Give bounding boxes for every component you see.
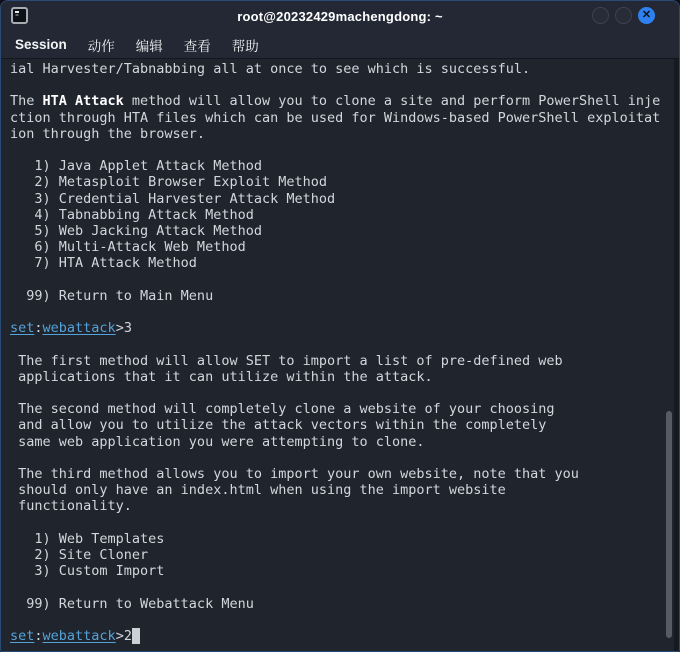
scrollbar-thumb[interactable] bbox=[666, 411, 672, 638]
terminal-text: functionality. bbox=[10, 498, 132, 515]
terminal-text: >3 bbox=[115, 320, 132, 337]
terminal-line bbox=[10, 563, 679, 579]
terminal-line bbox=[10, 531, 679, 547]
terminal-text: same web application you were attempting to clone. bbox=[10, 433, 425, 450]
prompt-token: webattack bbox=[42, 628, 116, 645]
menu-item-view[interactable]: 查看 bbox=[183, 38, 211, 54]
terminal-line bbox=[10, 385, 679, 401]
terminal-text: The second method will completely clone a website of your choosing bbox=[10, 401, 555, 418]
prompt-token: set bbox=[10, 628, 35, 645]
terminal-text: ial Harvester/Tabnabbing all at once to see which is successful. bbox=[10, 61, 531, 77]
terminal-text: 3) Custom Import bbox=[10, 563, 165, 580]
terminal-line bbox=[10, 596, 679, 612]
titlebar[interactable] bbox=[1, 1, 679, 31]
terminal-text: applications that it can utilize within the attack. bbox=[10, 368, 433, 385]
terminal-output[interactable] bbox=[1, 59, 679, 651]
terminal-line bbox=[10, 320, 679, 336]
terminal-line bbox=[10, 61, 679, 77]
terminal-line bbox=[10, 498, 679, 514]
terminal-line bbox=[10, 336, 679, 352]
terminal-line bbox=[10, 628, 679, 644]
terminal-text: 7) HTA Attack Method bbox=[10, 255, 197, 272]
terminal-line bbox=[10, 77, 679, 93]
terminal-line bbox=[10, 612, 679, 628]
terminal-line bbox=[10, 353, 679, 369]
terminal-line bbox=[10, 191, 679, 207]
terminal-line bbox=[10, 434, 679, 450]
terminal-line bbox=[10, 417, 679, 433]
terminal-text: ction through HTA files which can be used for Windows-based PowerShell exploitat bbox=[10, 109, 661, 126]
terminal-text: 6) Multi-Attack Web Method bbox=[10, 239, 246, 256]
terminal-text: : bbox=[34, 320, 43, 337]
terminal-line bbox=[10, 515, 679, 531]
terminal-line bbox=[10, 110, 679, 126]
terminal-text: >2 bbox=[115, 628, 132, 645]
menu-item-edit[interactable]: 编辑 bbox=[135, 38, 163, 54]
menu-item-session[interactable]: Session bbox=[15, 37, 67, 52]
scrollbar-track[interactable] bbox=[674, 59, 679, 651]
terminal-line bbox=[10, 223, 679, 239]
terminal-app-icon bbox=[11, 7, 28, 24]
terminal-line bbox=[10, 93, 679, 109]
menubar bbox=[1, 31, 679, 59]
close-icon: ✕ bbox=[641, 9, 652, 21]
menu-item-help[interactable]: 帮助 bbox=[231, 38, 259, 54]
terminal-text: 2) Metasploit Browser Exploit Method bbox=[10, 174, 327, 191]
bold-text: HTA Attack bbox=[42, 93, 124, 110]
terminal-line bbox=[10, 142, 679, 158]
prompt-token: webattack bbox=[42, 320, 116, 337]
terminal-text: 1) Java Applet Attack Method bbox=[10, 158, 262, 175]
terminal-text: method will allow you to clone a site and perform PowerShell inje bbox=[123, 93, 661, 110]
terminal-line bbox=[10, 255, 679, 271]
terminal-line bbox=[10, 239, 679, 255]
terminal-line bbox=[10, 174, 679, 190]
terminal-text: 2) Site Cloner bbox=[10, 547, 149, 564]
terminal-text: and allow you to utilize the attack vectors within the completely bbox=[10, 417, 547, 434]
terminal-cursor bbox=[132, 628, 140, 644]
terminal-line bbox=[10, 482, 679, 498]
menu-item-actions[interactable]: 动作 bbox=[87, 38, 115, 54]
terminal-line bbox=[10, 547, 679, 563]
minimize-button[interactable] bbox=[592, 7, 609, 24]
terminal-line bbox=[10, 126, 679, 142]
terminal-line bbox=[10, 272, 679, 288]
terminal-line bbox=[10, 158, 679, 174]
terminal-line bbox=[10, 450, 679, 466]
terminal-line bbox=[10, 304, 679, 320]
terminal-text: 99) Return to Webattack Menu bbox=[10, 595, 254, 612]
terminal-text: : bbox=[34, 628, 43, 645]
terminal-text: The first method will allow SET to import a list of pre-defined web bbox=[10, 352, 563, 369]
terminal-line bbox=[10, 466, 679, 482]
window-controls bbox=[592, 7, 655, 24]
prompt-token: set bbox=[10, 320, 35, 337]
terminal-text: The third method allows you to import your own website, note that you bbox=[10, 466, 579, 483]
terminal-text: 3) Credential Harvester Attack Method bbox=[10, 190, 336, 207]
terminal-line bbox=[10, 288, 679, 304]
terminal-text: 5) Web Jacking Attack Method bbox=[10, 223, 262, 240]
window-title: root@20232429machengdong: ~ bbox=[237, 8, 443, 24]
terminal-text: The bbox=[10, 93, 43, 110]
terminal-text: 99) Return to Main Menu bbox=[10, 287, 214, 304]
terminal-line bbox=[10, 207, 679, 223]
close-button[interactable] bbox=[638, 7, 655, 24]
terminal-text: 4) Tabnabbing Attack Method bbox=[10, 206, 254, 223]
maximize-button[interactable] bbox=[615, 7, 632, 24]
terminal-line bbox=[10, 369, 679, 385]
terminal-text: ion through the browser. bbox=[10, 125, 206, 142]
terminal-line bbox=[10, 401, 679, 417]
terminal-text: should only have an index.html when using the import website bbox=[10, 482, 506, 499]
terminal-text: 1) Web Templates bbox=[10, 530, 165, 547]
terminal-line bbox=[10, 580, 679, 596]
